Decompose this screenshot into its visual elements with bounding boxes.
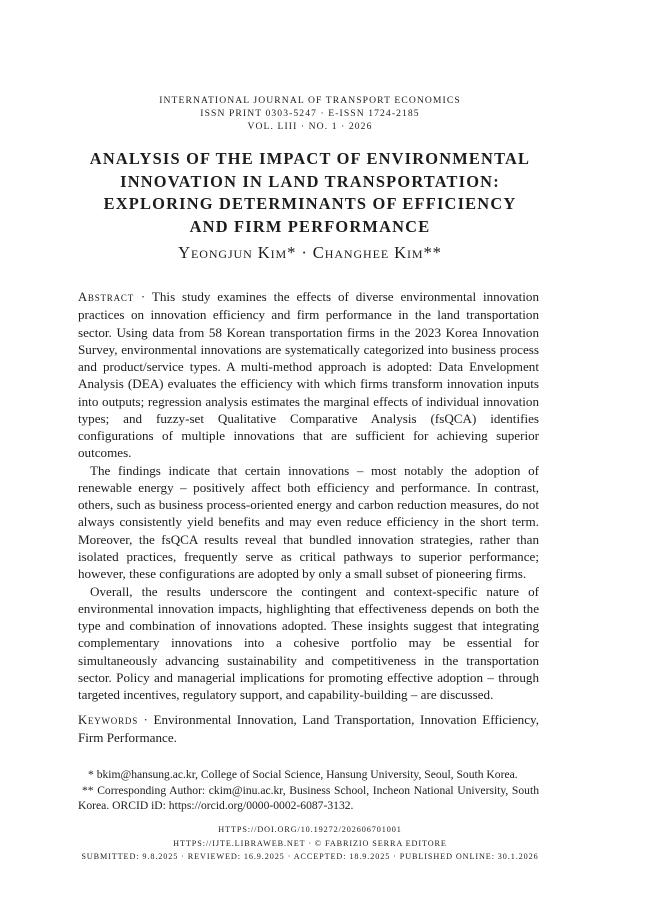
title-line: AND FIRM PERFORMANCE: [189, 216, 431, 236]
submission-dates: SUBMITTED: 9.8.2025 · REVIEWED: 16.9.2025 · ACCEPTED: 18.9.2025 · PUBLISHED ONLINE: 30.1.2026: [81, 852, 539, 861]
title-line: EXPLORING DETERMINANTS OF EFFICIENCY: [103, 194, 517, 213]
journal-volume: VOL. LIII · NO. 1 · 2026: [247, 121, 373, 132]
journal-site: HTTPS://IJTE.LIBRAWEB.NET · © FABRIZIO SERRA EDITORE: [173, 838, 447, 848]
keywords-label: Keywords: [78, 713, 138, 727]
footnote-author-1: * bkim@hansung.ac.kr, College of Social Science, Hansung University, Seoul, South Korea.: [88, 768, 518, 781]
abstract-paragraph: Overall, the results underscore the contingent and context-specific nature of environmental innovation impacts, highlighting that effectiveness depends on both the type and combination of innovations adopted. These insights suggest that integrating complementary innovations into a cohesive portfolio may be essential for simultaneously advancing sustainability and competitiveness in the transportation sector. Policy and managerial implications for promoting effective adoption – through targeted incentives, regulatory support, and capability-building – are discussed.: [78, 583, 539, 703]
footnotes: [78, 767, 539, 814]
journal-header: [0, 94, 620, 133]
keywords-text: Environmental Innovation, Land Transportation, Innovation Efficiency, Firm Performance.: [78, 712, 539, 746]
abstract-text: This study examines the effects of diverse environmental innovation practices on innovation efficiency and firm performance in the land transportation sector. Using data from 58 Korean transportation firms in the 2023 Korea Innovation Survey, environmental innovations are systematically categorized into business process and product/service types. A multi-method approach is adopted: Data Envelopment Analysis (DEA) evaluates the efficiency with which firms transform innovation inputs into outputs; regression analysis estimates the marginal effects of individual innovation types; and fuzzy-set Qualitative Comparative Analysis (fsQCA) identifies configurations of multiple innovations that are sufficient for achieving superior outcomes.: [78, 289, 539, 461]
title-line: ANALYSIS OF THE IMPACT OF ENVIRONMENTAL: [89, 149, 531, 168]
abstract-label: Abstract: [78, 290, 135, 304]
journal-issn: ISSN PRINT 0303-5247 · E-ISSN 1724-2185: [200, 108, 420, 119]
footnote-author-2: ** Corresponding Author: ckim@inu.ac.kr, Business School, Incheon National University, South Korea. ORCID iD: https://orcid.org/0000-0002-6087-3132.: [78, 783, 539, 813]
article-title: [0, 148, 620, 238]
keywords-separator: ·: [138, 712, 154, 727]
doi-link[interactable]: HTTPS://DOI.ORG/10.19272/202606701001: [218, 825, 402, 834]
abstract: [78, 288, 539, 703]
title-line: INNOVATION IN LAND TRANSPORTATION:: [120, 171, 500, 191]
abstract-paragraph: The findings indicate that certain innovations – most notably the adoption of renewable energy – positively affect both efficiency and performance. In contrast, others, such as business process-oriented energy and carbon reduction measures, do not always consistently yield benefits and may even reduce efficiency in the short term. Moreover, the fsQCA results reveal that bundled innovation strategies, rather than isolated practices, frequently serve as critical pathways to superior performance; however, these configurations are adopted by only a small subset of pioneering firms.: [78, 462, 539, 582]
journal-name: INTERNATIONAL JOURNAL OF TRANSPORT ECONOMICS: [159, 95, 461, 106]
keywords: [78, 711, 539, 747]
page-footer: [0, 823, 620, 864]
abstract-paragraph: [78, 288, 539, 462]
author-line: Yeongjun Kim* · Changhee Kim**: [178, 243, 442, 262]
abstract-separator: ·: [134, 289, 152, 304]
